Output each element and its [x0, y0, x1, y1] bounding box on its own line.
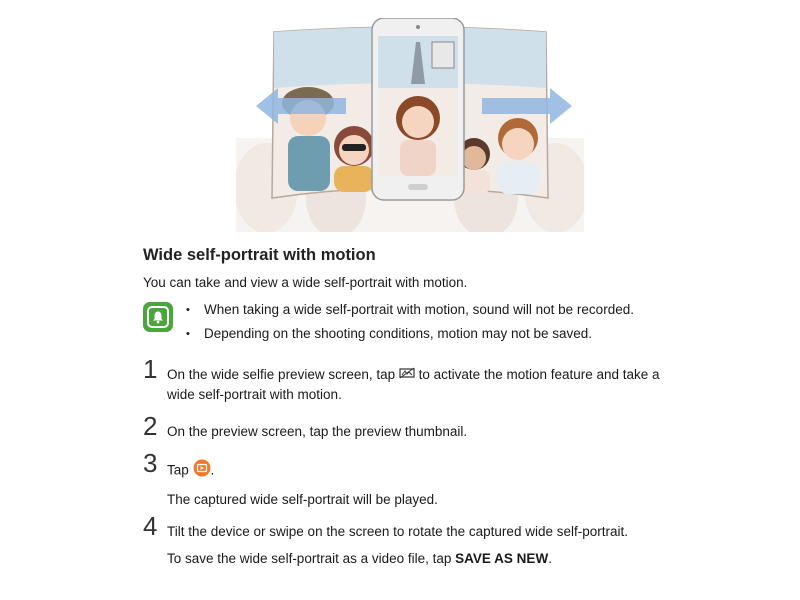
note-item — [186, 324, 634, 348]
motion-icon — [399, 365, 415, 385]
note-text: Depending on the shooting conditions, motion may not be saved. — [204, 326, 593, 341]
step-text: to activate the motion feature and take a wide self-portrait with motion. — [167, 367, 660, 403]
step-text: On the wide selfie preview screen, tap — [167, 367, 396, 382]
step-result-text: To save the wide self-portrait as a video file, tap — [167, 551, 452, 566]
step-text: Tap — [167, 462, 189, 478]
step-result: The captured wide self-portrait will be played. — [167, 492, 438, 507]
step-number: 1 — [143, 354, 158, 384]
note-item — [186, 300, 634, 324]
section-title: Wide self-portrait with motion — [143, 246, 376, 264]
section-intro: You can take and view a wide self-portrait with motion. — [143, 275, 468, 290]
step-text: Tilt the device or swipe on the screen to rotate the captured wide self-portrait. — [167, 524, 628, 539]
phone-illustration — [372, 18, 464, 200]
step-2 — [143, 411, 687, 442]
step-1 — [143, 354, 687, 405]
step-number: 4 — [143, 511, 158, 541]
play-motion-icon — [193, 459, 211, 483]
note-bullet: • — [186, 304, 190, 316]
save-as-new-label: SAVE AS NEW — [455, 551, 549, 566]
bell-icon — [143, 302, 173, 332]
wide-selfie-illustration — [236, 18, 584, 232]
note-bullet: • — [186, 328, 190, 340]
step-result — [167, 549, 687, 569]
note-text: When taking a wide self-portrait with motion, sound will not be recorded. — [204, 302, 634, 317]
step-text: . — [210, 462, 215, 478]
step-4 — [143, 511, 687, 569]
step-text: On the preview screen, tap the preview thumbnail. — [167, 424, 468, 439]
step-number: 3 — [143, 448, 158, 478]
step-number: 2 — [143, 411, 158, 441]
step-result-text: . — [548, 551, 552, 566]
step-3 — [143, 448, 687, 510]
note-list — [186, 300, 634, 348]
